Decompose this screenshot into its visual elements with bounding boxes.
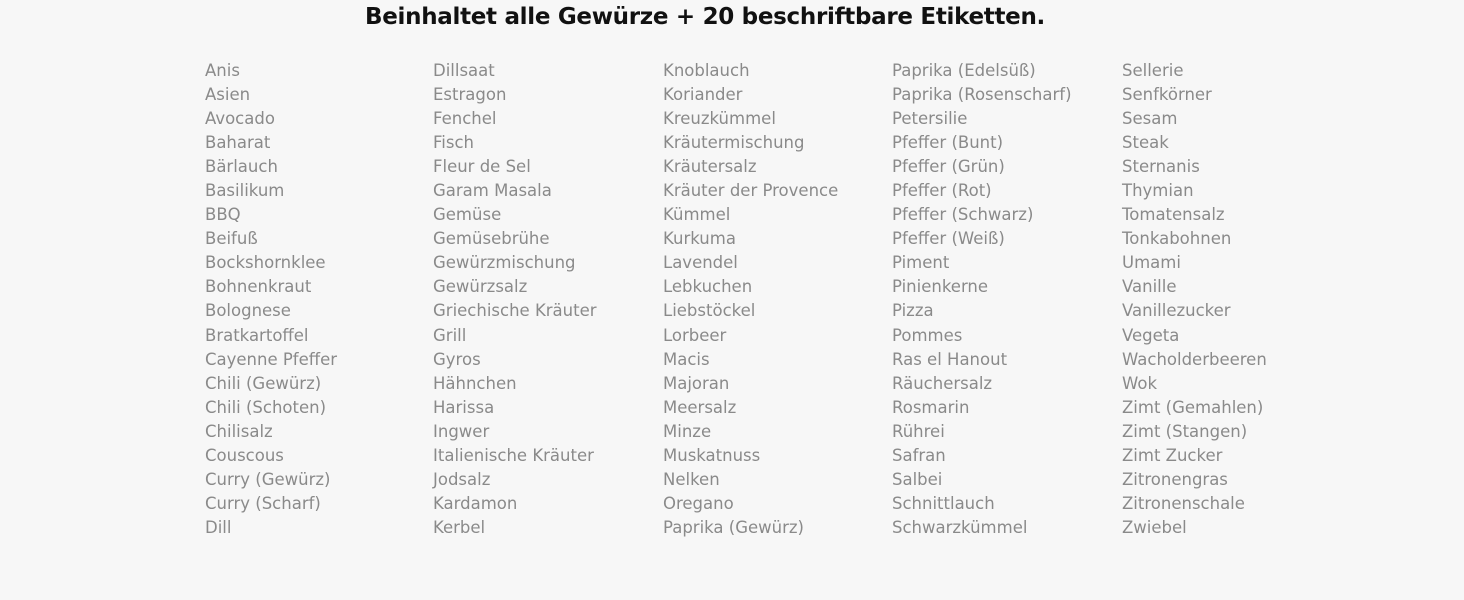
spice-item: Beifuß [205, 229, 258, 249]
spice-item: Jodsalz [433, 469, 491, 489]
spice-item: Vegeta [1122, 325, 1180, 345]
spice-item: Knoblauch [663, 61, 750, 80]
spice-item: Sternanis [1122, 157, 1200, 177]
spice-item: Curry (Scharf) [205, 493, 321, 513]
spice-item: Safran [892, 445, 946, 465]
spice-item: Zimt (Gemahlen) [1122, 397, 1264, 417]
spice-item: Zimt Zucker [1122, 445, 1223, 465]
spice-item: Zwiebel [1122, 517, 1187, 537]
spice-item: Griechische Kräuter [433, 301, 597, 321]
spice-item: Umami [1122, 253, 1181, 273]
spice-item: Räuchersalz [892, 373, 993, 393]
spice-item: Piment [892, 253, 950, 273]
spice-item: Pfeffer (Bunt) [892, 133, 1004, 153]
spice-column-2 [433, 59, 597, 540]
spice-item: Bärlauch [205, 157, 278, 177]
spice-item: Curry (Gewürz) [205, 469, 331, 489]
spice-column-4 [892, 59, 1072, 540]
spice-item: Pfeffer (Rot) [892, 181, 992, 201]
spice-item: Bratkartoffel [205, 325, 309, 345]
spice-item: Fleur de Sel [433, 157, 531, 177]
spice-item: BBQ [205, 205, 241, 225]
spice-item: Thymian [1122, 181, 1194, 201]
spice-item: Gewürzsalz [433, 277, 528, 297]
spice-item: Wok [1122, 373, 1157, 393]
spice-item: Chilisalz [205, 421, 273, 441]
spice-item: Pfeffer (Weiß) [892, 229, 1005, 249]
spice-column-5 [1122, 59, 1267, 540]
spice-item: Kräuter der Provence [663, 181, 839, 201]
spice-item: Kümmel [663, 205, 731, 225]
spice-item: Oregano [663, 493, 734, 513]
spice-item: Zitronenschale [1122, 493, 1245, 513]
spice-item: Lorbeer [663, 325, 727, 345]
spice-item: Macis [663, 349, 710, 369]
spice-item: Fenchel [433, 109, 497, 129]
spice-item: Rührei [892, 421, 945, 441]
spice-item: Tonkabohnen [1122, 229, 1232, 249]
spice-item: Lavendel [663, 253, 738, 273]
spice-item: Harissa [433, 397, 495, 417]
spice-item: Kurkuma [663, 229, 736, 249]
spice-item: Nelken [663, 469, 720, 489]
spice-item: Pommes [892, 325, 963, 345]
spice-item: Ingwer [433, 421, 490, 441]
spice-item: Muskatnuss [663, 445, 761, 465]
spice-item: Koriander [663, 85, 743, 105]
spice-column-3 [663, 59, 838, 540]
spice-item: Baharat [205, 133, 271, 153]
spice-item: Gyros [433, 349, 481, 369]
spice-item: Gemüse [433, 205, 502, 225]
spice-item: Liebstöckel [663, 301, 756, 321]
spice-item: Zitronengras [1122, 469, 1228, 489]
spice-item: Sellerie [1122, 61, 1184, 80]
spice-item: Schnittlauch [892, 493, 995, 513]
spice-item: Chili (Schoten) [205, 397, 327, 417]
spice-item: Avocado [205, 109, 275, 129]
spice-item: Cayenne Pfeffer [205, 349, 338, 369]
spice-item: Salbei [892, 469, 943, 489]
spice-item: Kreuzkümmel [663, 109, 776, 129]
spice-item: Pinienkerne [892, 277, 989, 297]
spice-item: Grill [433, 325, 467, 345]
spice-item: Asien [205, 85, 251, 105]
spice-item: Vanille [1122, 277, 1177, 297]
spice-item: Meersalz [663, 397, 737, 417]
spice-item: Hähnchen [433, 373, 517, 393]
spice-item: Petersilie [892, 109, 968, 129]
spice-item: Estragon [433, 85, 507, 105]
spice-item: Chili (Gewürz) [205, 373, 322, 393]
spice-item: Sesam [1122, 109, 1178, 129]
spice-item: Pfeffer (Schwarz) [892, 205, 1034, 225]
spice-item: Tomatensalz [1122, 205, 1225, 225]
spice-item: Paprika (Gewürz) [663, 517, 804, 537]
spice-item: Rosmarin [892, 397, 970, 417]
headline: Beinhaltet alle Gewürze + 20 beschriftbare Etiketten. [365, 4, 1045, 30]
spice-item: Schwarzkümmel [892, 517, 1028, 537]
spice-item: Vanillezucker [1122, 301, 1231, 321]
spice-item: Kräutermischung [663, 133, 805, 153]
spice-item: Bolognese [205, 301, 291, 321]
spice-item: Majoran [663, 373, 730, 393]
spice-item: Zimt (Stangen) [1122, 421, 1248, 441]
spice-item: Garam Masala [433, 181, 552, 201]
spice-item: Bohnenkraut [205, 277, 312, 297]
spice-item: Pfeffer (Grün) [892, 157, 1005, 177]
spice-item: Italienische Kräuter [433, 445, 594, 465]
spice-item: Lebkuchen [663, 277, 753, 297]
spice-item: Gewürzmischung [433, 253, 576, 273]
spice-item: Pizza [892, 301, 934, 321]
spice-column-1 [205, 59, 337, 540]
spice-item: Dillsaat [433, 61, 495, 80]
spice-item: Wacholderbeeren [1122, 349, 1267, 369]
spice-item: Anis [205, 61, 240, 80]
spice-item: Ras el Hanout [892, 349, 1008, 369]
spice-item: Fisch [433, 133, 475, 153]
spice-item: Bockshornklee [205, 253, 326, 273]
spice-item: Couscous [205, 445, 284, 465]
spice-item: Basilikum [205, 181, 285, 201]
spice-item: Gemüsebrühe [433, 229, 550, 249]
spice-item: Steak [1122, 133, 1169, 153]
spice-item: Kerbel [433, 517, 486, 537]
spice-item: Dill [205, 517, 232, 537]
spice-item: Paprika (Rosenscharf) [892, 85, 1072, 105]
spice-item: Kräutersalz [663, 157, 757, 177]
spice-item: Minze [663, 421, 712, 441]
spice-item: Paprika (Edelsüß) [892, 61, 1036, 80]
spice-item: Senfkörner [1122, 85, 1212, 105]
spice-item: Kardamon [433, 493, 518, 513]
